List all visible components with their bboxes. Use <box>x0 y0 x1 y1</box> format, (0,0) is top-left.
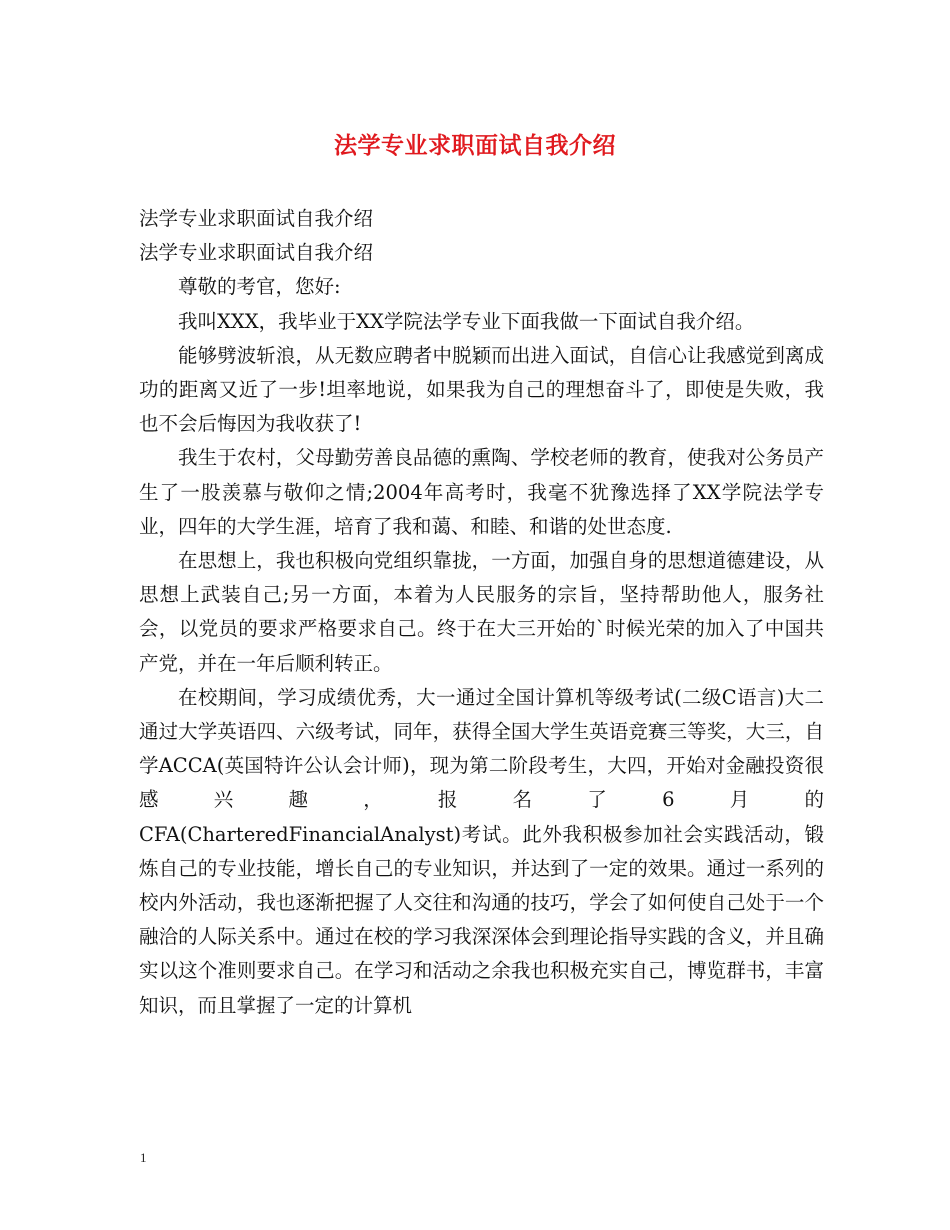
paragraph-greeting: 尊敬的考官，您好: <box>178 275 341 299</box>
paragraph-name-intro: 我叫XXX，我毕业于XX学院法学专业下面我做一下面试自我介绍。 <box>178 309 755 333</box>
paragraph-studies: 在校期间，学习成绩优秀，大一通过全国计算机等级考试(二级C语言)大二通过大学英语四、六级考试，同年，获得全国大学生英语竞赛三等奖，大三，自学ACCA(英国特许公认会计师)，现为第二阶段考生，大四，开始对金融投资很感兴趣，报名了6月的 <box>139 685 824 812</box>
paragraph-confidence: 能够劈波斩浪，从无数应聘者中脱颖而出进入面试，自信心让我感觉到离成功的距离又近了一步!坦率地说，如果我为自己的理想奋斗了，即使是失败，我也不会后悔因为我收获了! <box>139 343 824 436</box>
header-line: 法学专业求职面试自我介绍 <box>139 241 374 265</box>
document-title: 法学专业求职面试自我介绍 <box>334 132 616 159</box>
page-number: 1 <box>140 1150 147 1165</box>
document-body <box>139 202 824 1023</box>
paragraph-background: 我生于农村，父母勤劳善良品德的熏陶、学校老师的教育，使我对公务员产生了一股羡慕与敬仰之情;2004年高考时，我毫不犹豫选择了XX学院法学专业，四年的大学生涯，培育了我和蔼、和睦、和谐的处世态度. <box>139 446 824 538</box>
paragraph-studies-continued: CFA(CharteredFinancialAnalyst)考试。此外我积极参加社会实践活动，锻炼自己的专业技能，增长自己的专业知识，并达到了一定的效果。通过一系列的校内外活动，我也逐渐把握了人交往和沟通的技巧，学会了如何使自己处于一个融洽的人际关系中。通过在校的学习我深深体会到理论指导实践的含义，并且确实以这个准则要求自己。在学习和活动之余我也积极充实自己，博览群书，丰富知识，而且掌握了一定的计算机 <box>139 822 824 1017</box>
header-line: 法学专业求职面试自我介绍 <box>139 207 374 230</box>
paragraph-ideology: 在思想上，我也积极向党组织靠拢，一方面，加强自身的思想道德建设，从思想上武装自己;另一方面，本着为人民服务的宗旨，坚持帮助他人，服务社会，以党员的要求严格要求自己。终于在大三开始的`时候光荣的加入了中国共产党，并在一年后顺利转正。 <box>139 549 824 675</box>
